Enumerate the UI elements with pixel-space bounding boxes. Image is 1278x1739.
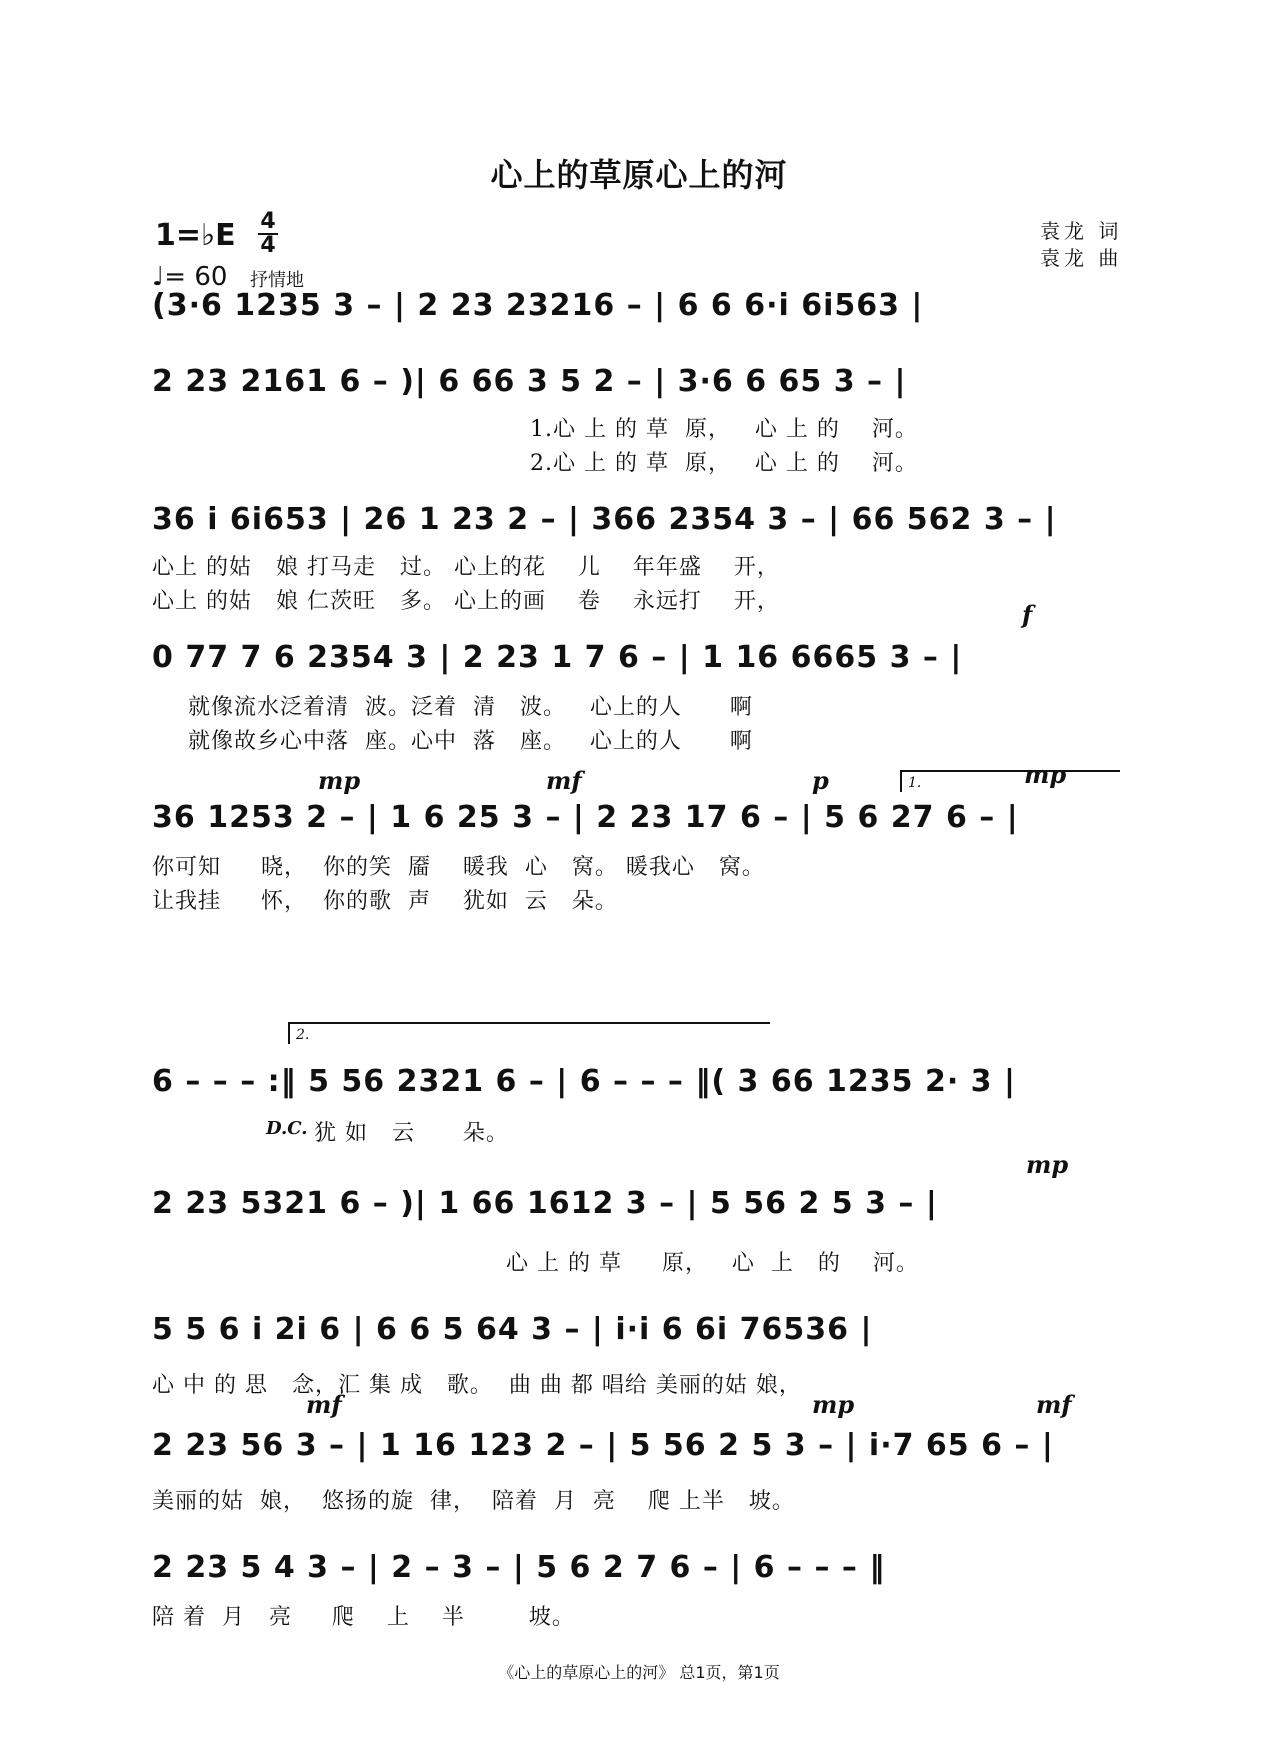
notation-line-8: 5 5 6 i 2i 6 | 6 6 5 64 3 – | i·i 6 6i 76536 |: [152, 1312, 873, 1347]
notation-line-7: 2 23 5321 6 – )| 1 66 1612 3 – | 5 56 2 5 3 – |: [152, 1186, 938, 1221]
notation-line-10: 2 23 5 4 3 – | 2 – 3 – | 5 6 2 7 6 – | 6 – – – ‖: [152, 1550, 886, 1585]
lyrics-line-7: 心 上 的 草 原， 心 上 的 河。: [506, 1251, 919, 1276]
lyrics-line-5-verse-1: 你可知 晓， 你的笑 靥 暖我 心 窝。 暖我心 窝。: [152, 855, 765, 880]
dynamic-mark: mf: [1036, 1390, 1072, 1419]
composer: 袁龙 曲: [1040, 246, 1123, 270]
dynamic-mark: mp: [1026, 1150, 1069, 1179]
dynamic-mark: mf: [306, 1390, 342, 1419]
dynamic-mark: mp: [1024, 760, 1067, 789]
lyrics-line-2-verse-2: 2.心 上 的 草 原， 心 上 的 河。: [530, 451, 918, 476]
volta-label: 1.: [908, 775, 922, 791]
meter-bottom: 4: [260, 233, 276, 258]
dynamic-mark: f: [1022, 600, 1033, 629]
page-title: 心上的草原心上的河: [490, 156, 788, 194]
notation-line-3: 36 i 6i653 | 26 1 23 2 – | 366 2354 3 – | 66 562 3 – |: [152, 502, 1057, 537]
key-signature: 1=♭E: [155, 218, 236, 253]
lyrics-line-5-verse-2: 让我挂 怀， 你的歌 声 犹如 云 朵。: [152, 889, 618, 914]
lyrics-line-8: 心 中 的 思 念，汇 集 成 歌。 曲 曲 都 唱给 美丽的姑 娘，: [152, 1373, 802, 1398]
dynamic-mark: p: [812, 766, 829, 795]
volta-bracket-2: [288, 1022, 770, 1044]
lyricist: 袁龙 词: [1040, 219, 1123, 243]
tempo-marking: ♩= 60: [152, 262, 228, 292]
lyrics-line-10: 陪 着 月 亮 爬 上 半 坡。: [152, 1605, 575, 1630]
page-footer: 《心上的草原心上的河》 总1页，第1页: [498, 1663, 780, 1682]
lyrics-line-2-verse-1: 1.心 上 的 草 原， 心 上 的 河。: [530, 417, 918, 442]
notation-line-4: 0 77 7 6 2354 3 | 2 23 1 7 6 – | 1 16 6665 3 – |: [152, 640, 963, 675]
lyrics-line-3-verse-1: 心上 的姑 娘 打马走 过。 心上的花 儿 年年盛 开，: [152, 555, 780, 580]
expression-marking: 抒情地: [250, 270, 304, 291]
lyrics-line-3-verse-2: 心上 的姑 娘 仁茨旺 多。 心上的画 卷 永远打 开，: [152, 589, 780, 614]
notation-line-1: (3·6 1235 3 – | 2 23 23216 – | 6 6 6·i 6i563 |: [152, 288, 924, 323]
volta-bracket-1: [900, 770, 1120, 792]
volta-label: 2.: [296, 1027, 310, 1043]
dynamic-mark: mf: [546, 766, 582, 795]
notation-line-2: 2 23 2161 6 – )| 6 66 3 5 2 – | 3·6 6 65 3 – |: [152, 364, 907, 399]
notation-line-6: 6 – – – :‖ 5 56 2321 6 – | 6 – – – ‖( 3 66 1235 2· 3 |: [152, 1064, 1016, 1099]
lyrics-line-6: 犹 如 云 朵。: [314, 1121, 509, 1146]
lyrics-line-4-verse-2: 就像故乡心中落 座。心中 落 座。 心上的人 啊: [188, 729, 753, 754]
meter-top: 4: [260, 209, 276, 234]
dc-marking: D.C.: [266, 1118, 308, 1139]
lyrics-line-4-verse-1: 就像流水泛着清 波。泛着 清 波。 心上的人 啊: [188, 695, 753, 720]
notation-line-9: 2 23 56 3 – | 1 16 123 2 – | 5 56 2 5 3 – | i·7 65 6 – |: [152, 1428, 1054, 1463]
lyrics-line-9: 美丽的姑 娘， 悠扬的旋 律， 陪着 月 亮 爬 上半 坡。: [152, 1489, 795, 1514]
dynamic-mark: mp: [812, 1390, 855, 1419]
credits: [1040, 218, 1122, 272]
time-signature: [258, 209, 278, 258]
dynamic-mark: mp: [318, 766, 361, 795]
notation-line-5: 36 1253 2 – | 1 6 25 3 – | 2 23 17 6 – | 5 6 27 6 – |: [152, 800, 1019, 835]
